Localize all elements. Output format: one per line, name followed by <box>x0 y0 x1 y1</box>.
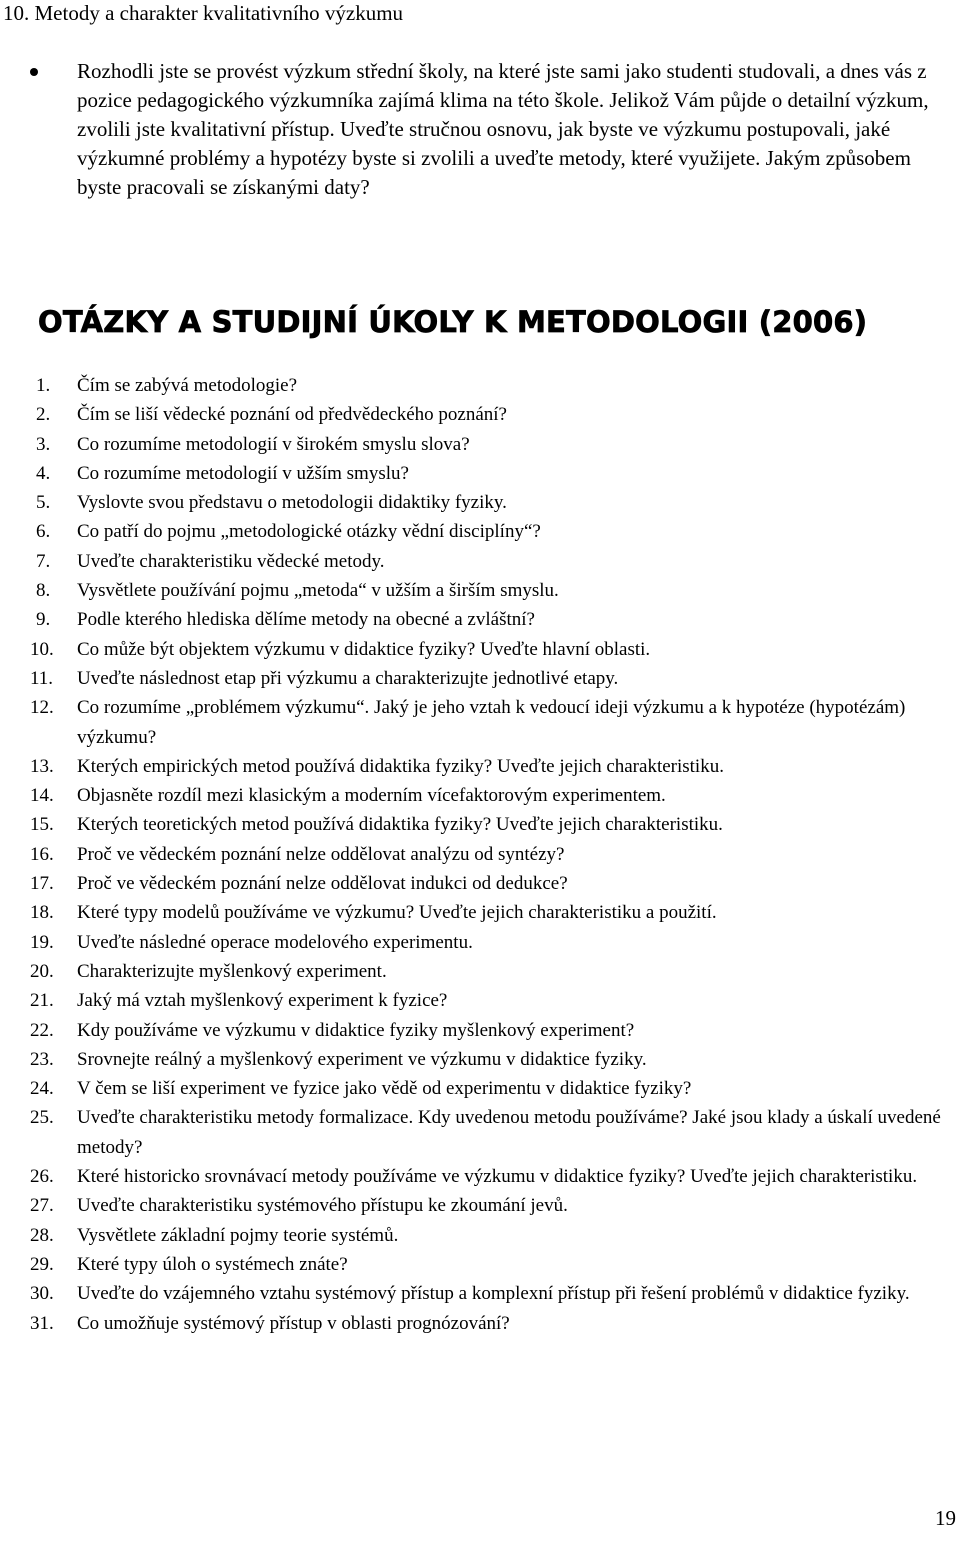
question-number: 21. <box>30 990 54 1012</box>
question-number: 29. <box>30 1253 54 1275</box>
question-text: Uveďte do vzájemného vztahu systémový přístup a komplexní přístup při řešení problémů v didaktice fyziky. <box>77 1283 910 1305</box>
question-item <box>30 430 950 459</box>
question-number: 20. <box>30 960 54 982</box>
question-text: Co rozumíme metodologií v užším smyslu? <box>77 462 409 484</box>
question-text: Charakterizujte myšlenkový experiment. <box>77 960 387 982</box>
question-number: 30. <box>30 1283 54 1305</box>
question-text: Kterých teoretických metod používá didaktika fyziky? Uveďte jejich charakteristiku. <box>77 814 723 836</box>
question-item <box>30 605 950 634</box>
question-text: Objasněte rozdíl mezi klasickým a moderním vícefaktorovým experimentem. <box>77 785 666 807</box>
question-item <box>30 1103 950 1162</box>
question-number: 25. <box>30 1107 54 1129</box>
question-number: 31. <box>30 1312 54 1334</box>
question-text: Co může být objektem výzkumu v didaktice fyziky? Uveďte hlavní oblasti. <box>77 638 651 660</box>
question-item <box>30 635 950 664</box>
question-item <box>30 664 950 693</box>
section-heading: 10. Metody a charakter kvalitativního výzkumu <box>3 1 404 25</box>
question-number: 8. <box>36 580 51 602</box>
question-text: Které typy úloh o systémech znáte? <box>77 1253 348 1275</box>
question-item <box>30 1250 950 1279</box>
question-item <box>30 1221 950 1250</box>
question-number: 23. <box>30 1048 54 1070</box>
question-text: Jaký má vztah myšlenkový experiment k fyzice? <box>77 990 448 1012</box>
question-number: 27. <box>30 1195 54 1217</box>
question-item <box>30 957 950 986</box>
question-number: 28. <box>30 1224 54 1246</box>
question-text: Uveďte následné operace modelového experimentu. <box>77 931 473 953</box>
question-number: 7. <box>36 550 51 572</box>
question-number: 10. <box>30 638 54 660</box>
question-item <box>30 898 950 927</box>
question-item <box>30 928 950 957</box>
question-text: Co rozumíme „problémem výzkumu“. Jaký je jeho vztah k vedoucí ideji výzkumu a k hypotéze (hypotézám) výzkumu? <box>77 697 906 748</box>
question-number: 1. <box>36 375 51 396</box>
question-number: 11. <box>30 667 54 689</box>
question-text: Kterých empirických metod používá didaktika fyziky? Uveďte jejich charakteristiku. <box>77 755 724 777</box>
question-item <box>30 576 950 605</box>
question-text: V čem se liší experiment ve fyzice jako vědě od experimentu v didaktice fyziky? <box>77 1078 692 1100</box>
question-item <box>30 986 950 1015</box>
question-text: Co patří do pojmu „metodologické otázky vědní disciplíny“? <box>77 521 541 543</box>
question-number: 13. <box>30 755 54 777</box>
question-number: 2. <box>36 404 51 426</box>
question-item <box>30 1279 950 1308</box>
question-item <box>30 840 950 869</box>
question-text: Vysvětlete používání pojmu „metoda“ v užším a širším smyslu. <box>77 580 559 602</box>
question-number: 14. <box>30 785 54 807</box>
question-text: Uveďte následnost etap při výzkumu a charakterizujte jednotlivé etapy. <box>77 667 619 689</box>
question-text: Čím se zabývá metodologie? <box>77 375 298 396</box>
question-number: 24. <box>30 1078 54 1100</box>
question-number: 16. <box>30 843 54 865</box>
question-text: Podle kterého hlediska dělíme metody na obecné a zvláštní? <box>77 609 535 631</box>
question-item <box>30 810 950 839</box>
question-item <box>30 1016 950 1045</box>
question-text: Srovnejte reálný a myšlenkový experiment ve výzkumu v didaktice fyziky. <box>77 1048 647 1070</box>
question-item <box>30 547 950 576</box>
bullet-dot-icon <box>30 68 38 76</box>
question-number: 4. <box>36 462 51 484</box>
question-text: Co umožňuje systémový přístup v oblasti prognózování? <box>77 1312 510 1334</box>
question-text: Uveďte charakteristiku metody formalizace. Kdy uvedenou metodu používáme? Jaké jsou klady a úskalí uvedené metody? <box>77 1107 941 1158</box>
question-item <box>30 1045 950 1074</box>
questions-list <box>30 371 950 1338</box>
question-item <box>30 1162 950 1191</box>
assignment-text: Rozhodli jste se provést výzkum střední školy, na které jste sami jako studenti studovali, a dnes vás z pozice pedagogického výzkumníka zajímá klima na této škole. Jelikož Vám půjde o detailní výzkum, zvolili jste kvalitativní přístup. Uveďte stručnou osnovu, jak byste ve výzkumu postupovali, jaké výzkumné problémy a hypotézy byste si zvolili a uveďte metody, které využijete. Jakým způsobem byste pracovali se získanými daty? <box>77 59 929 199</box>
page-number: 19 <box>935 1506 956 1530</box>
question-text: Proč ve vědeckém poznání nelze oddělovat indukci od dedukce? <box>77 873 568 895</box>
question-number: 22. <box>30 1019 54 1041</box>
question-text: Vyslovte svou představu o metodologii didaktiky fyziky. <box>77 492 507 514</box>
question-text: Uveďte charakteristiku systémového přístupu ke zkoumání jevů. <box>77 1195 568 1217</box>
question-item <box>30 781 950 810</box>
question-number: 9. <box>36 609 51 631</box>
question-item <box>30 1309 950 1338</box>
question-text: Uveďte charakteristiku vědecké metody. <box>77 550 385 572</box>
question-item <box>30 371 950 400</box>
question-item <box>30 517 950 546</box>
question-item <box>30 693 950 752</box>
question-text: Co rozumíme metodologií v širokém smyslu slova? <box>77 433 470 455</box>
question-number: 19. <box>30 931 54 953</box>
question-text: Proč ve vědeckém poznání nelze oddělovat analýzu od syntézy? <box>77 843 565 865</box>
question-text: Kdy používáme ve výzkumu v didaktice fyziky myšlenkový experiment? <box>77 1019 635 1041</box>
question-item <box>30 488 950 517</box>
question-number: 18. <box>30 902 54 924</box>
questions-heading: OTÁZKY A STUDIJNÍ ÚKOLY K METODOLOGII (2006) <box>38 305 868 339</box>
question-text: Které typy modelů používáme ve výzkumu? Uveďte jejich charakteristiku a použití. <box>77 902 717 924</box>
question-item <box>30 752 950 781</box>
question-number: 15. <box>30 814 54 836</box>
question-number: 3. <box>36 433 51 455</box>
question-number: 17. <box>30 873 54 895</box>
question-number: 5. <box>36 492 51 514</box>
assignment-bullet <box>30 57 940 202</box>
question-text: Čím se liší vědecké poznání od předvědeckého poznání? <box>77 404 507 426</box>
question-number: 6. <box>36 521 51 543</box>
question-number: 26. <box>30 1166 54 1188</box>
question-item <box>30 1074 950 1103</box>
question-text: Vysvětlete základní pojmy teorie systémů. <box>77 1224 399 1246</box>
question-item <box>30 400 950 429</box>
question-text: Které historicko srovnávací metody používáme ve výzkumu v didaktice fyziky? Uveďte jejich charakteristiku. <box>77 1166 918 1188</box>
question-item <box>30 1191 950 1220</box>
question-item <box>30 869 950 898</box>
question-item <box>30 459 950 488</box>
question-number: 12. <box>30 697 54 719</box>
